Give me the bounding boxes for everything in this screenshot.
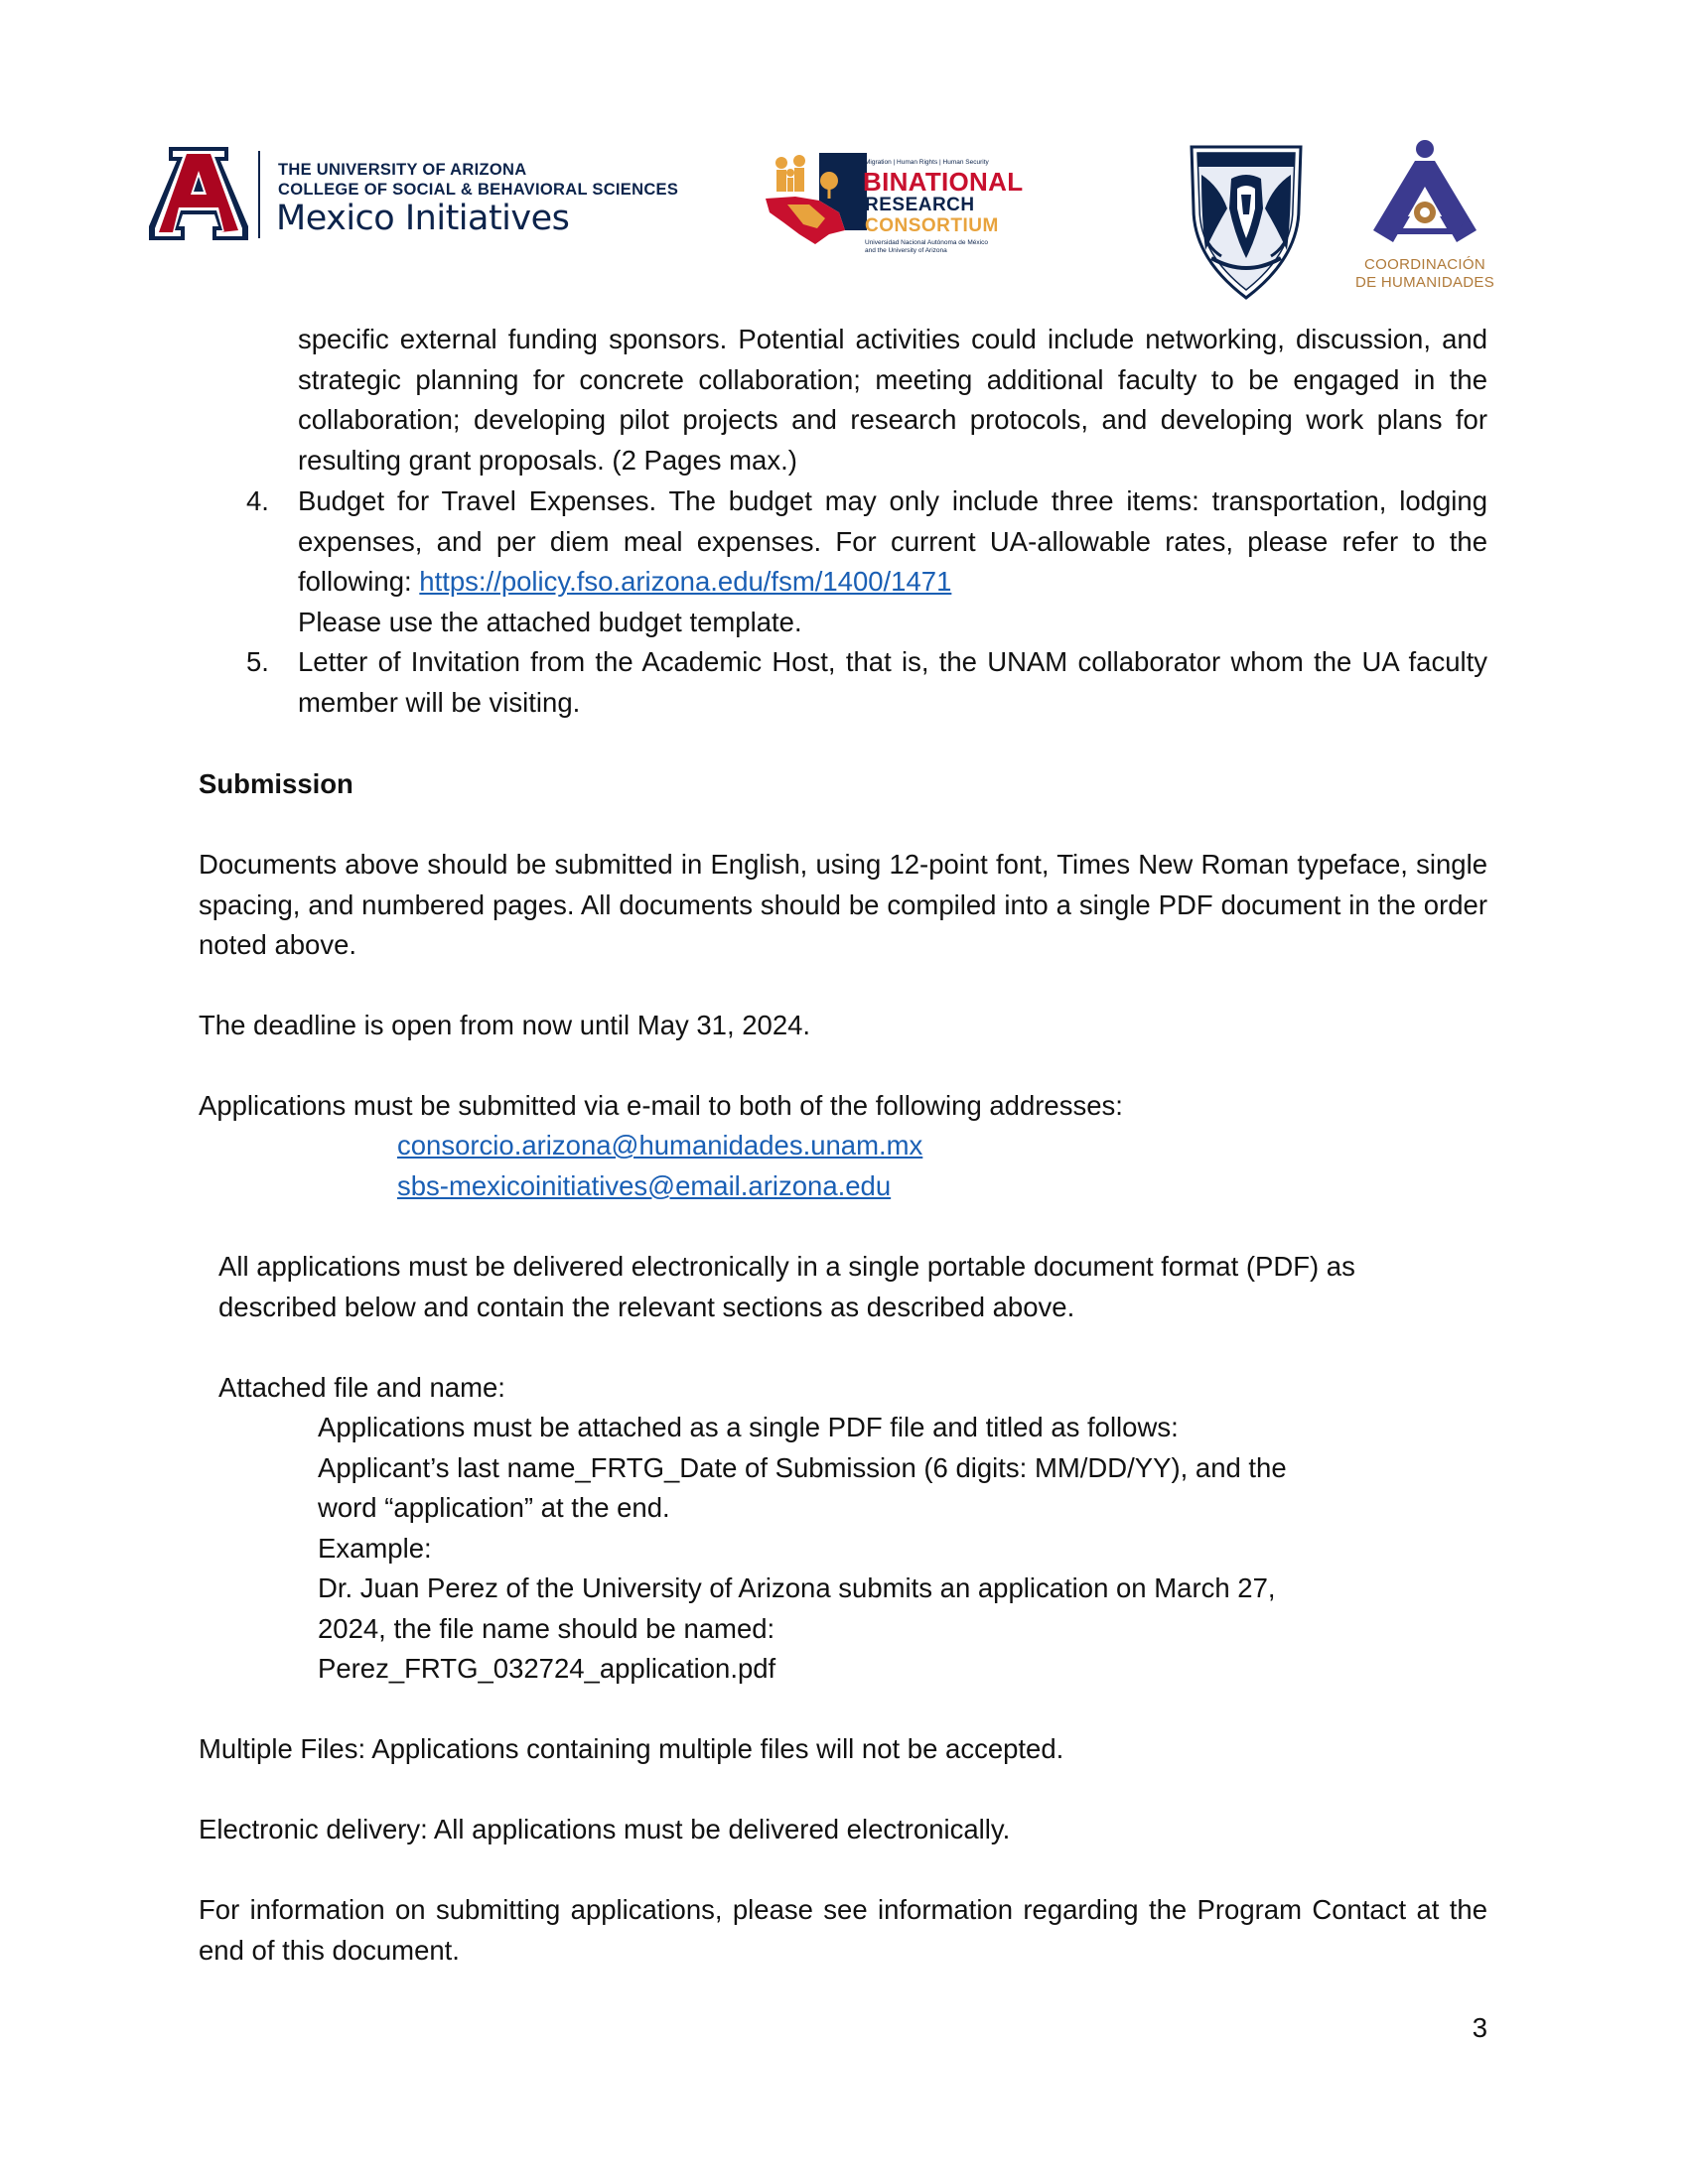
consortium-map-icon	[760, 139, 869, 248]
ua-mexico-initiatives-logo	[149, 147, 679, 246]
list-item-5: Letter of Invitation from the Academic Host, that is, the UNAM collaborator whom the UA faculty member will be visiting.	[298, 646, 1487, 718]
consortium-title-2: RESEARCH	[865, 195, 975, 215]
attached-file-label: Attached file and name:	[218, 1372, 505, 1403]
ua-block-a-icon	[149, 147, 248, 240]
list-number-4: 4.	[246, 485, 269, 516]
page-number: 3	[1472, 2012, 1487, 2043]
consortium-tagline: Migration | Human Rights | Human Security	[865, 159, 989, 166]
ua-logo-title: Mexico Initiatives	[276, 199, 570, 238]
unam-seal-icon	[1172, 139, 1321, 303]
consortium-footer-2: and the University of Arizona	[865, 247, 947, 254]
coordinacion-label-2: DE HUMANIDADES	[1354, 274, 1495, 291]
list-item-3-continued: specific external funding sponsors. Potential activities could include networking, discussion, and strategic planning for concrete collaboration; meeting additional faculty to be engaged in the collaboration; developing pilot projects and research protocols, and developing work plans for resulting grant proposals. (2 Pages max.)	[298, 324, 1487, 476]
consortium-footer-1: Universidad Nacional Autónoma de México	[865, 239, 988, 246]
paragraph-program-contact: For information on submitting applications, please see information regarding the Program Contact at the end of this document.	[199, 1894, 1487, 1966]
attached-line: Dr. Juan Perez of the University of Arizona submits an application on March 27,	[318, 1572, 1276, 1603]
paragraph-deadline: The deadline is open from now until May 31, 2024.	[199, 1010, 811, 1040]
budget-rates-link[interactable]: https://policy.fso.arizona.edu/fsm/1400/1471	[419, 566, 952, 597]
binational-research-consortium-logo	[760, 139, 1057, 258]
list-item-4-text: Budget for Travel Expenses. The budget may only include three items: transportation, lodging expenses, and per diem meal expenses. For current UA-allowable rates, please refer to the following:	[298, 485, 1487, 597]
ua-divider	[258, 151, 260, 238]
attached-line: Applications must be attached as a single PDF file and titled as follows:	[318, 1412, 1179, 1442]
submission-heading: Submission	[199, 768, 353, 799]
paragraph-electronic-pdf: All applications must be delivered electronically in a single portable document format (PDF) as described below and contain the relevant sections as described above.	[218, 1251, 1355, 1322]
paragraph-electronic-delivery: Electronic delivery: All applications must be delivered electronically.	[199, 1814, 1011, 1844]
coordinacion-emblem-icon	[1365, 139, 1484, 250]
paragraph-email-intro: Applications must be submitted via e-mail to both of the following addresses:	[199, 1090, 1123, 1121]
email-link-unam[interactable]: consorcio.arizona@humanidades.unam.mx	[397, 1130, 923, 1160]
ua-logo-line2: COLLEGE OF SOCIAL & BEHAVIORAL SCIENCES	[278, 181, 679, 199]
consortium-title-1: BINATIONAL	[863, 167, 1024, 197]
coordinacion-label-1: COORDINACIÓN	[1364, 256, 1485, 273]
attached-line: word “application” at the end.	[318, 1492, 670, 1523]
list-number-5: 5.	[246, 646, 269, 677]
ua-logo-line1: THE UNIVERSITY OF ARIZONA	[278, 161, 527, 179]
attached-line: Applicant’s last name_FRTG_Date of Submission (6 digits: MM/DD/YY), and the	[318, 1452, 1287, 1483]
paragraph-documents: Documents above should be submitted in English, using 12-point font, Times New Roman typeface, single spacing, and numbered pages. All documents should be compiled into a single PDF document in the order noted above.	[199, 849, 1487, 960]
consortium-title-3: CONSORTIUM	[865, 215, 999, 236]
list-item-4-note: Please use the attached budget template.	[298, 606, 802, 637]
coordinacion-humanidades-logo	[1345, 139, 1504, 303]
paragraph-multiple-files: Multiple Files: Applications containing multiple files will not be accepted.	[199, 1733, 1064, 1764]
header-logos	[149, 139, 1539, 298]
email-link-arizona[interactable]: sbs-mexicoinitiatives@email.arizona.edu	[397, 1170, 892, 1201]
attached-line: Example:	[318, 1533, 432, 1564]
list-item-4	[298, 481, 1487, 642]
attached-line: Perez_FRTG_032724_application.pdf	[318, 1653, 776, 1684]
attached-line: 2024, the file name should be named:	[318, 1613, 775, 1644]
